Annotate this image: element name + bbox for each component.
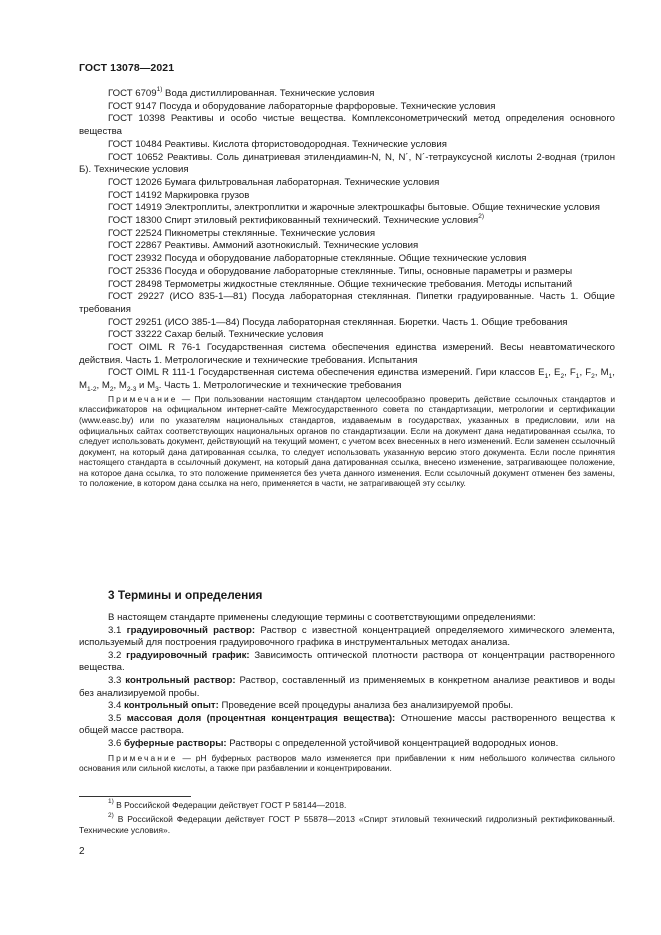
footnote-mark: 2) (478, 212, 485, 220)
terms-note (79, 753, 615, 774)
normative-references (79, 85, 615, 489)
reference-text: Вода дистиллированная. Технические условия (162, 88, 375, 99)
note-label: Примечание (108, 393, 178, 404)
term-number: 3.5 (108, 712, 127, 724)
note-text: — При пользовании настоящим стандартом целесообразно проверить действие ссылочных стандартов и классификаторов на официальном интернет-сайте Межгосударственного совета по стандартизации, метрологии и сертификации (www.easc.by) или по указателям национальных стандартов, издаваемым в государствах, указанных в предисловии, или на официальных сайтах соответствующих национальных органов по стандартизации. Если на документ дана недатированная ссылка, то следует использовать документ, действующий на текущий момент, с учетом всех внесенных в него изменений. Если заменен ссылочный документ, на который дана датированная ссылка, то следует использовать указанную версию этого документа. Если после принятия настоящего стандарта в ссылочный документ, на который дана датированная ссылка, внесено изменение, затрагивающее положение, на которое дана ссылка, то это положение применяется без учета данного изменения. Если ссылочный документ отменен без замены, то положение, в котором дана ссылка на него, применяется в части, не затрагивающей эту ссылку. (79, 393, 615, 489)
reference-text: , F (579, 367, 592, 379)
reference-text: ГОСТ 6709 (108, 88, 157, 99)
footnote-mark: 1) (156, 85, 163, 93)
footnote-item (79, 800, 615, 811)
term-name: массовая доля (процентная концентрация вещества): (126, 712, 396, 724)
subscript: 1-2 (87, 386, 97, 394)
reference-text: и M (136, 380, 156, 392)
reference-text: , M (96, 380, 110, 392)
subscript: 1 (575, 373, 580, 381)
term-item (79, 713, 615, 738)
term-number: 3.1 (108, 624, 127, 636)
term-definition: Раствор с известной концентрацией определяемого химического элемента, используемый для построения градуировочного графика в инструментальных методах анализа. (79, 624, 615, 649)
subscript: 1 (608, 373, 613, 381)
reference-item (79, 85, 615, 101)
term-definition: Раствор, составленный из применяемых в конкретном анализе реактивов и воды без анализируемой пробы. (79, 674, 615, 699)
term-number: 3.2 (108, 649, 127, 661)
reference-item: ГОСТ 10398 Реактивы и особо чистые вещества. Комплексонометрический метод определения основного вещества (79, 113, 615, 138)
term-number: 3.3 (108, 674, 126, 686)
note-label: Примечание (108, 752, 178, 763)
reference-text: , F (564, 367, 576, 379)
reference-item: ГОСТ 29227 (ИСО 835-1—81) Посуда лабораторная стеклянная. Пипетки градуированные. Часть 1. Общие требования (79, 291, 615, 315)
footnotes (79, 800, 615, 839)
reference-item: ГОСТ 9147 Посуда и оборудование лабораторные фарфоровые. Технические условия (108, 100, 496, 112)
term-definition: Отношение массы растворенного вещества к общей массе раствора. (79, 712, 615, 737)
reference-item: ГОСТ 23932 Посуда и оборудование лабораторные стеклянные. Общие технические условия (108, 253, 527, 265)
terms-definitions (79, 612, 615, 774)
reference-text: ГОСТ OIML R 111-1 Государственная система обеспечения единства измерений. Гири классов E (108, 367, 545, 379)
subscript: 2 (591, 373, 595, 381)
term-item (79, 675, 615, 700)
footnote-text: В Российской Федерации действует ГОСТ Р 58144—2018. (113, 800, 347, 810)
term-definition: Растворы с определенной устойчивой концентрацией водородных ионов. (226, 737, 559, 749)
footnote-mark: 2) (108, 812, 114, 820)
reference-item: ГОСТ 22867 Реактивы. Аммоний азотнокислый. Технические условия (108, 240, 419, 252)
term-name: контрольный опыт: (124, 700, 219, 712)
reference-text: ГОСТ 18300 Спирт этиловый ректификованный технический. Технические условия (108, 215, 479, 227)
reference-item: ГОСТ 33222 Сахар белый. Технические условия (108, 329, 324, 341)
term-item (79, 700, 615, 713)
subscript: 3 (155, 386, 159, 394)
reference-item: ГОСТ 10484 Реактивы. Кислота фтористоводородная. Технические условия (108, 138, 447, 150)
reference-item: ГОСТ 25336 Посуда и оборудование лабораторные стеклянные. Типы, основные параметры и размеры (108, 265, 573, 277)
reference-text: , M (594, 367, 609, 379)
term-name: буферные растворы: (124, 737, 227, 749)
subscript: 2-3 (126, 386, 137, 394)
section-title: 3 Термины и определения (108, 588, 263, 602)
note-text: — pH буферных растворов мало изменяется при прибавлении к ним небольшого количества сильного основания или сильной кислоты, а также при разбавлении и концентрировании. (79, 752, 615, 774)
footnote-divider (79, 796, 191, 797)
reference-item-oiml-r111 (79, 367, 615, 392)
subscript: 2 (109, 386, 114, 394)
term-item (79, 738, 615, 751)
reference-item: ГОСТ 12026 Бумага фильтровальная лабораторная. Технические условия (108, 176, 440, 188)
term-name: градуировочный график: (126, 649, 250, 661)
reference-text: , M (113, 380, 127, 392)
reference-text: E (550, 367, 561, 379)
reference-item: ГОСТ OIML R 76-1 Государственная система обеспечения единства измерений. Весы неавтоматического действия. Часть 1. Метрологические и технические требования. Испытания (79, 342, 615, 366)
term-number: 3.4 (108, 700, 125, 712)
term-name: градуировочный раствор: (126, 624, 256, 636)
reference-text: , M (79, 367, 615, 392)
page-number: 2 (79, 846, 85, 857)
footnote-item (79, 814, 615, 836)
term-item (79, 650, 615, 675)
reference-item: ГОСТ 14192 Маркировка грузов (108, 189, 250, 201)
term-definition: Проведение всей процедуры анализа без анализируемой пробы. (218, 700, 514, 712)
references-note (79, 394, 615, 489)
footnote-mark: 1) (108, 798, 114, 806)
footnote-text: В Российской Федерации действует ГОСТ Р 55878—2013 «Спирт этиловый технический гидролизный ректификованный. Технические условия». (79, 814, 615, 835)
subscript: 2 (560, 373, 565, 381)
term-name: контрольный раствор: (125, 674, 236, 686)
reference-item: ГОСТ 28498 Термометры жидкостные стеклянные. Общие технические требования. Методы испытаний (108, 278, 573, 290)
reference-text: , (548, 367, 551, 379)
reference-item (79, 212, 615, 228)
reference-text: . Часть 1. Метрологические и технические требования (158, 380, 402, 392)
term-definition: Зависимость оптической плотности раствора от концентрации растворенного вещества. (79, 649, 615, 674)
term-item (79, 625, 615, 650)
subscript: 1 (544, 373, 549, 381)
reference-item: ГОСТ 14919 Электроплиты, электроплитки и жарочные электрошкафы бытовые. Общие технические условия (108, 202, 600, 214)
document-header: ГОСТ 13078—2021 (79, 62, 175, 74)
section-intro: В настоящем стандарте применены следующие термины с соответствующими определениями: (108, 612, 536, 623)
reference-item: ГОСТ 22524 Пикнометры стеклянные. Технические условия (108, 227, 376, 239)
term-number: 3.6 (108, 737, 125, 749)
reference-item: ГОСТ 10652 Реактивы. Соль динатриевая этилендиамин-N, N, N´, N´-тетрауксусной кислоты 2-водная (трилон Б). Технические условия (79, 151, 615, 176)
reference-item: ГОСТ 29251 (ИСО 385-1—84) Посуда лабораторная стеклянная. Бюретки. Часть 1. Общие требования (108, 316, 568, 328)
